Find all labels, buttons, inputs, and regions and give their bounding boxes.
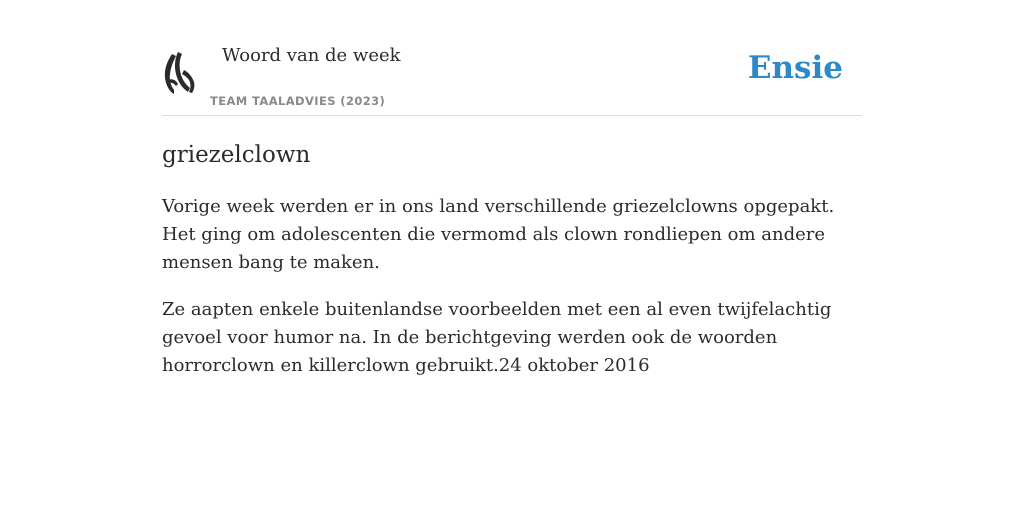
article-paragraph-2: Ze aapten enkele buitenlandse voorbeelden met een al even twijfelachtig gevoel voor humor na. In de berichtgeving werden ook de woorden horrorclown en killerclown gebruikt.24 oktober 2016 [162,299,832,376]
header [162,0,862,116]
article-title: griezelclown [162,142,311,168]
content-container [162,0,862,380]
flemish-lion-logo-icon[interactable] [162,50,198,96]
brand-logo-text[interactable]: Ensie [747,50,843,86]
article-paragraph-1: Vorige week werden er in ons land verschillende griezelclowns opgepakt. Het ging om adolescenten die vermomd als clown rondliepen om andere mensen bang te maken. [162,196,835,273]
header-subtitle: TEAM TAALADVIES (2023) [210,94,386,108]
header-title[interactable]: Woord van de week [222,45,401,66]
